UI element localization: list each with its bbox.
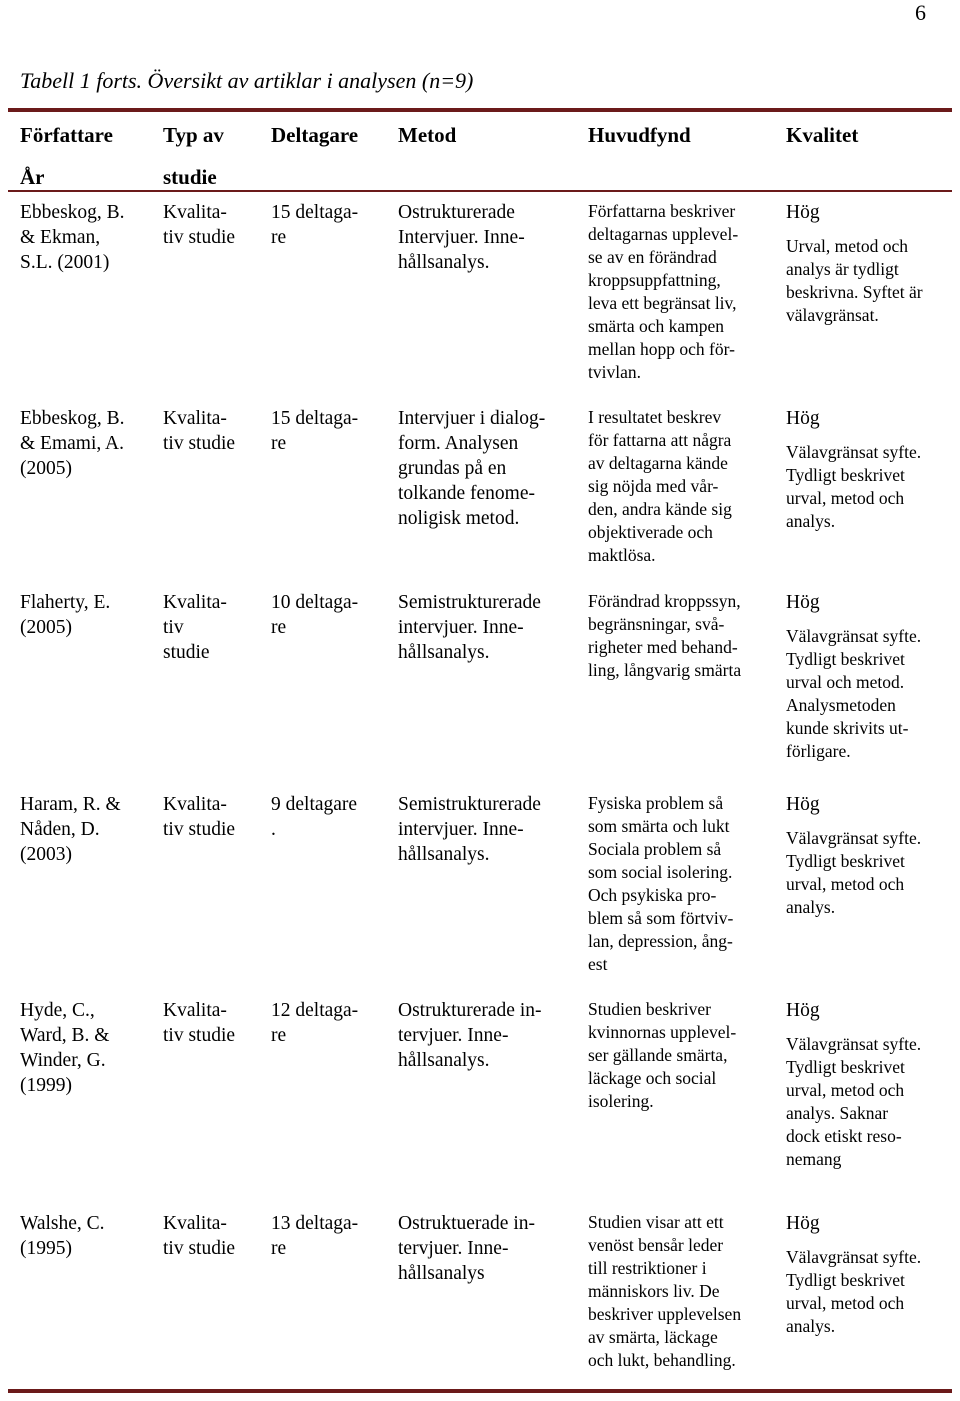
author-cell-line: (2005) [20, 617, 72, 638]
quality-notes-line: Tydligt beskrivet [786, 465, 905, 485]
participants-cell [271, 792, 391, 842]
participants-cell-line: re [271, 433, 287, 454]
author-cell-line: S.L. (2001) [20, 252, 110, 273]
study-type-cell [163, 406, 263, 456]
findings-cell-line: tvivlan. [588, 362, 641, 382]
quality-cell [786, 1211, 956, 1338]
study-type-cell-line: Kvalita- [163, 1000, 227, 1021]
findings-cell-line: Fysiska problem så [588, 793, 724, 813]
quality-notes-line: Urval, metod och [786, 236, 908, 256]
findings-cell-line: begränsningar, svå- [588, 614, 725, 634]
header-author: Författare [20, 123, 113, 147]
quality-notes [786, 1033, 956, 1171]
author-cell [20, 406, 155, 481]
findings-cell-line: lan, depression, ång- [588, 931, 733, 951]
study-type-cell [163, 792, 263, 842]
findings-cell-line: se av en förändrad [588, 247, 717, 267]
participants-cell-line: re [271, 227, 287, 248]
method-cell [398, 998, 578, 1073]
quality-notes-line: dock etiskt reso- [786, 1126, 902, 1146]
findings-cell-line: av deltagarna kände [588, 453, 728, 473]
method-cell-line: hållsanalys [398, 1263, 485, 1284]
author-cell [20, 200, 155, 275]
method-cell-line: tervjuer. Inne- [398, 1238, 509, 1259]
header-year: År [20, 165, 45, 189]
participants-cell [271, 998, 391, 1048]
study-type-cell-line: tiv studie [163, 433, 236, 454]
author-cell [20, 1211, 155, 1261]
author-cell [20, 590, 155, 640]
header-quality: Kvalitet [786, 123, 859, 147]
study-type-cell-line: tiv studie [163, 227, 236, 248]
quality-notes-line: analys är tydligt [786, 259, 899, 279]
quality-notes [786, 1246, 956, 1338]
author-cell-line: (2005) [20, 458, 72, 479]
quality-grade: Hög [786, 794, 820, 815]
quality-notes-line: analys. Saknar [786, 1103, 889, 1123]
method-cell-line: form. Analysen [398, 433, 519, 454]
method-cell-line: hållsanalys. [398, 252, 490, 273]
quality-notes-line: Välavgränsat syfte. [786, 626, 922, 646]
findings-cell-line: Studien visar att ett [588, 1212, 724, 1232]
author-cell-line: Haram, R. & [20, 794, 121, 815]
author-cell-line: Winder, G. [20, 1050, 106, 1071]
method-cell-line: intervjuer. Inne- [398, 617, 524, 638]
findings-cell-line: righeter med behand- [588, 637, 738, 657]
method-cell-line: Intervjuer i dialog- [398, 408, 546, 429]
findings-cell-line: Förändrad kroppssyn, [588, 591, 741, 611]
author-cell-line: Ebbeskog, B. [20, 202, 125, 223]
page-number: 6 [915, 0, 926, 25]
quality-notes-line: Välavgränsat syfte. [786, 442, 922, 462]
quality-notes-line: välavgränsat. [786, 305, 879, 325]
method-cell-line: tolkande fenome- [398, 483, 535, 504]
author-cell-line: (2003) [20, 844, 72, 865]
findings-cell-line: deltagarnas upplevel- [588, 224, 739, 244]
quality-notes-line: Tydligt beskrivet [786, 851, 905, 871]
findings-cell-line: och lukt, behandling. [588, 1350, 736, 1370]
findings-cell-line: kvinnornas upplevel- [588, 1022, 737, 1042]
method-cell-line: Semistrukturerade [398, 794, 541, 815]
quality-notes [786, 441, 956, 533]
quality-notes-line: urval, metod och [786, 488, 905, 508]
author-cell [20, 998, 155, 1098]
method-cell [398, 200, 578, 275]
findings-cell [588, 590, 778, 682]
author-cell-line: Flaherty, E. [20, 592, 111, 613]
participants-cell-line: 15 deltaga- [271, 202, 359, 223]
study-type-cell-line: Kvalita- [163, 202, 227, 223]
findings-cell [588, 1211, 778, 1372]
findings-cell-line: ling, långvarig smärta [588, 660, 742, 680]
quality-cell [786, 792, 956, 919]
findings-cell-line: I resultatet beskrev [588, 407, 722, 427]
participants-cell-line: . [271, 819, 276, 840]
method-cell-line: Ostrukturerade in- [398, 1000, 542, 1021]
author-cell-line: (1999) [20, 1075, 72, 1096]
quality-notes-line: nemang [786, 1149, 842, 1169]
quality-notes-line: Tydligt beskrivet [786, 649, 905, 669]
method-cell [398, 406, 578, 531]
study-type-cell-line: tiv [163, 617, 184, 638]
participants-cell [271, 590, 391, 640]
study-type-cell [163, 590, 263, 665]
author-cell-line: Nåden, D. [20, 819, 100, 840]
participants-cell-line: re [271, 617, 287, 638]
participants-cell-line: 13 deltaga- [271, 1213, 359, 1234]
author-cell-line: Ward, B. & [20, 1025, 110, 1046]
findings-cell [588, 792, 778, 976]
findings-cell-line: för fattarna att några [588, 430, 732, 450]
findings-cell-line: människors liv. De [588, 1281, 720, 1301]
table-bottom-rule [8, 1389, 952, 1393]
method-cell-line: Ostrukturerade [398, 202, 515, 223]
participants-cell-line: re [271, 1238, 287, 1259]
findings-cell-line: Och psykiska pro- [588, 885, 717, 905]
quality-notes-line: förligare. [786, 741, 851, 761]
participants-cell-line: 10 deltaga- [271, 592, 359, 613]
findings-cell-line: maktlösa. [588, 545, 656, 565]
method-cell-line: hållsanalys. [398, 844, 490, 865]
study-type-cell [163, 998, 263, 1048]
table-header-rule [8, 190, 952, 192]
findings-cell-line: sig nöjda med vår- [588, 476, 719, 496]
method-cell [398, 1211, 578, 1286]
table-caption: Tabell 1 forts. Översikt av artiklar i analysen (n=9) [20, 68, 474, 93]
author-cell [20, 792, 155, 867]
header-method: Metod [398, 123, 457, 147]
study-type-cell [163, 1211, 263, 1261]
quality-notes-line: kunde skrivits ut- [786, 718, 909, 738]
study-type-cell-line: Kvalita- [163, 408, 227, 429]
quality-grade: Hög [786, 1000, 820, 1021]
participants-cell [271, 200, 391, 250]
method-cell [398, 590, 578, 665]
study-type-cell-line: Kvalita- [163, 592, 227, 613]
table-top-rule [8, 108, 952, 112]
quality-cell [786, 200, 956, 327]
quality-notes-line: urval, metod och [786, 874, 905, 894]
participants-cell-line: re [271, 1025, 287, 1046]
quality-notes-line: urval och metod. [786, 672, 905, 692]
findings-cell-line: mellan hopp och för- [588, 339, 735, 359]
method-cell-line: hållsanalys. [398, 1050, 490, 1071]
method-cell-line: intervjuer. Inne- [398, 819, 524, 840]
participants-cell-line: 9 deltagare [271, 794, 358, 815]
quality-notes-line: beskrivna. Syftet är [786, 282, 923, 302]
findings-cell-line: isolering. [588, 1091, 654, 1111]
participants-cell-line: 12 deltaga- [271, 1000, 359, 1021]
header-type-2: studie [163, 165, 217, 189]
findings-cell-line: läckage och social [588, 1068, 717, 1088]
quality-cell [786, 590, 956, 763]
study-type-cell-line: Kvalita- [163, 794, 227, 815]
participants-cell-line: 15 deltaga- [271, 408, 359, 429]
study-type-cell [163, 200, 263, 250]
quality-cell [786, 998, 956, 1171]
author-cell-line: Walshe, C. [20, 1213, 105, 1234]
study-type-cell-line: studie [163, 642, 210, 663]
quality-notes [786, 235, 956, 327]
quality-notes-line: analys. [786, 897, 836, 917]
quality-notes-line: urval, metod och [786, 1293, 905, 1313]
study-type-cell-line: Kvalita- [163, 1213, 227, 1234]
quality-cell [786, 406, 956, 533]
findings-cell-line: leva ett begränsat liv, [588, 293, 737, 313]
findings-cell [588, 998, 778, 1113]
method-cell-line: noligisk metod. [398, 508, 520, 529]
findings-cell-line: som smärta och lukt [588, 816, 730, 836]
participants-cell [271, 406, 391, 456]
findings-cell-line: blem så som förtviv- [588, 908, 734, 928]
quality-notes-line: Tydligt beskrivet [786, 1057, 905, 1077]
method-cell-line: Ostruktuerade in- [398, 1213, 535, 1234]
quality-grade: Hög [786, 202, 820, 223]
study-type-cell-line: tiv studie [163, 1238, 236, 1259]
findings-cell-line: est [588, 954, 608, 974]
author-cell-line: & Emami, A. [20, 433, 124, 454]
author-cell-line: Hyde, C., [20, 1000, 95, 1021]
findings-cell-line: smärta och kampen [588, 316, 725, 336]
findings-cell-line: Studien beskriver [588, 999, 711, 1019]
method-cell-line: hållsanalys. [398, 642, 490, 663]
header-participants: Deltagare [271, 123, 359, 147]
method-cell-line: Intervjuer. Inne- [398, 227, 525, 248]
quality-notes-line: Välavgränsat syfte. [786, 1247, 922, 1267]
study-type-cell-line: tiv studie [163, 819, 236, 840]
quality-notes [786, 625, 956, 763]
findings-cell-line: till restriktioner i [588, 1258, 707, 1278]
method-cell [398, 792, 578, 867]
findings-cell [588, 200, 778, 384]
participants-cell [271, 1211, 391, 1261]
quality-grade: Hög [786, 1213, 820, 1234]
findings-cell-line: kroppsuppfattning, [588, 270, 721, 290]
header-type: Typ av [163, 123, 224, 147]
study-type-cell-line: tiv studie [163, 1025, 236, 1046]
findings-cell-line: beskriver upplevelsen [588, 1304, 742, 1324]
findings-cell-line: den, andra kände sig [588, 499, 732, 519]
quality-notes-line: Välavgränsat syfte. [786, 1034, 922, 1054]
findings-cell-line: objektiverade och [588, 522, 713, 542]
findings-cell-line: av smärta, läckage [588, 1327, 718, 1347]
author-cell-line: & Ekman, [20, 227, 101, 248]
findings-cell-line: Författarna beskriver [588, 201, 736, 221]
quality-notes-line: Tydligt beskrivet [786, 1270, 905, 1290]
quality-grade: Hög [786, 592, 820, 613]
quality-notes-line: urval, metod och [786, 1080, 905, 1100]
findings-cell-line: ser gällande smärta, [588, 1045, 728, 1065]
quality-grade: Hög [786, 408, 820, 429]
method-cell-line: Semistrukturerade [398, 592, 541, 613]
method-cell-line: grundas på en [398, 458, 507, 479]
quality-notes-line: analys. [786, 511, 836, 531]
header-findings: Huvudfynd [588, 123, 691, 147]
findings-cell [588, 406, 778, 567]
author-cell-line: (1995) [20, 1238, 72, 1259]
quality-notes-line: Välavgränsat syfte. [786, 828, 922, 848]
method-cell-line: tervjuer. Inne- [398, 1025, 509, 1046]
quality-notes-line: analys. [786, 1316, 836, 1336]
findings-cell-line: Sociala problem så [588, 839, 722, 859]
quality-notes [786, 827, 956, 919]
findings-cell-line: venöst bensår leder [588, 1235, 724, 1255]
findings-cell-line: som social isolering. [588, 862, 733, 882]
quality-notes-line: Analysmetoden [786, 695, 896, 715]
author-cell-line: Ebbeskog, B. [20, 408, 125, 429]
